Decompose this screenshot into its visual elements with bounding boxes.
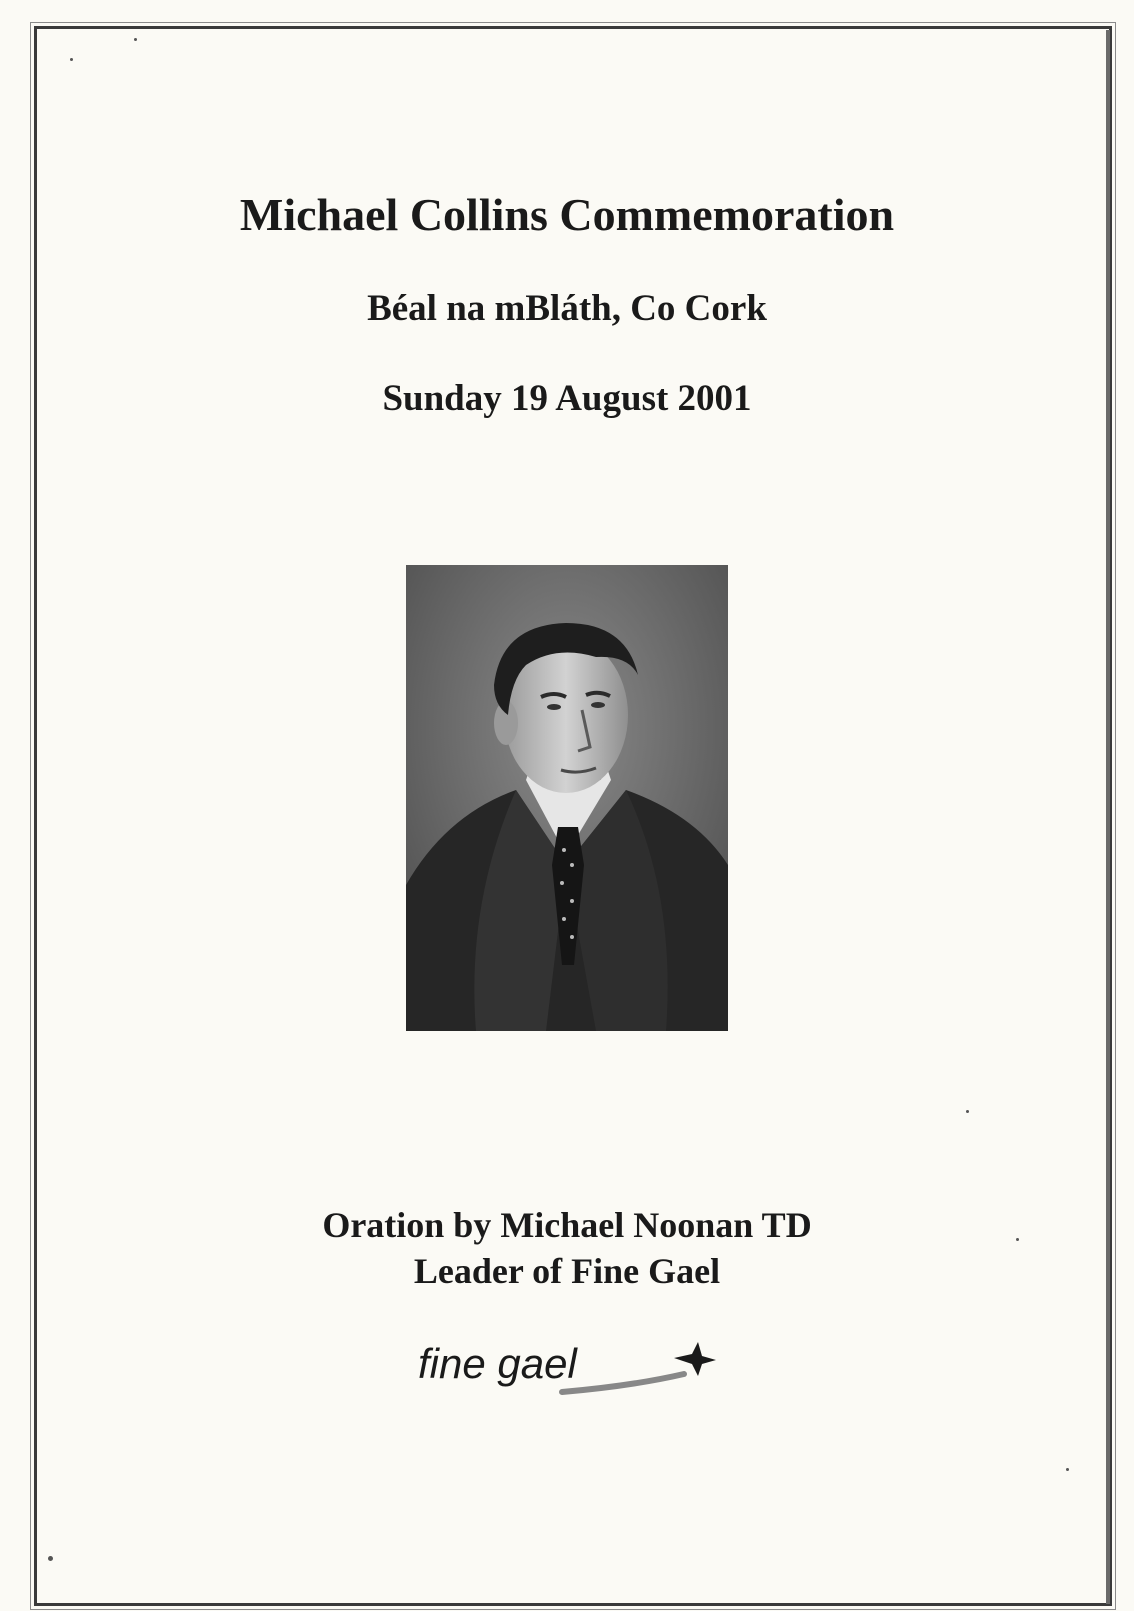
page-border-edge (1106, 30, 1110, 1604)
portrait-photo-icon (406, 565, 728, 1031)
oration-subtitle: Leader of Fine Gael (413, 1251, 721, 1291)
star-icon (674, 1342, 716, 1376)
oration-byline: Oration by Michael Noonan TD (322, 1205, 812, 1245)
event-date: Sunday 19 August 2001 (382, 378, 752, 419)
portrait-photo (406, 565, 728, 1031)
fine-gael-logo (412, 1334, 722, 1404)
event-location: Béal na mBláth, Co Cork (367, 288, 767, 329)
page-title: Michael Collins Commemoration (239, 189, 895, 240)
logo-text: fine gael (418, 1340, 577, 1387)
logo-mark (412, 1334, 722, 1404)
